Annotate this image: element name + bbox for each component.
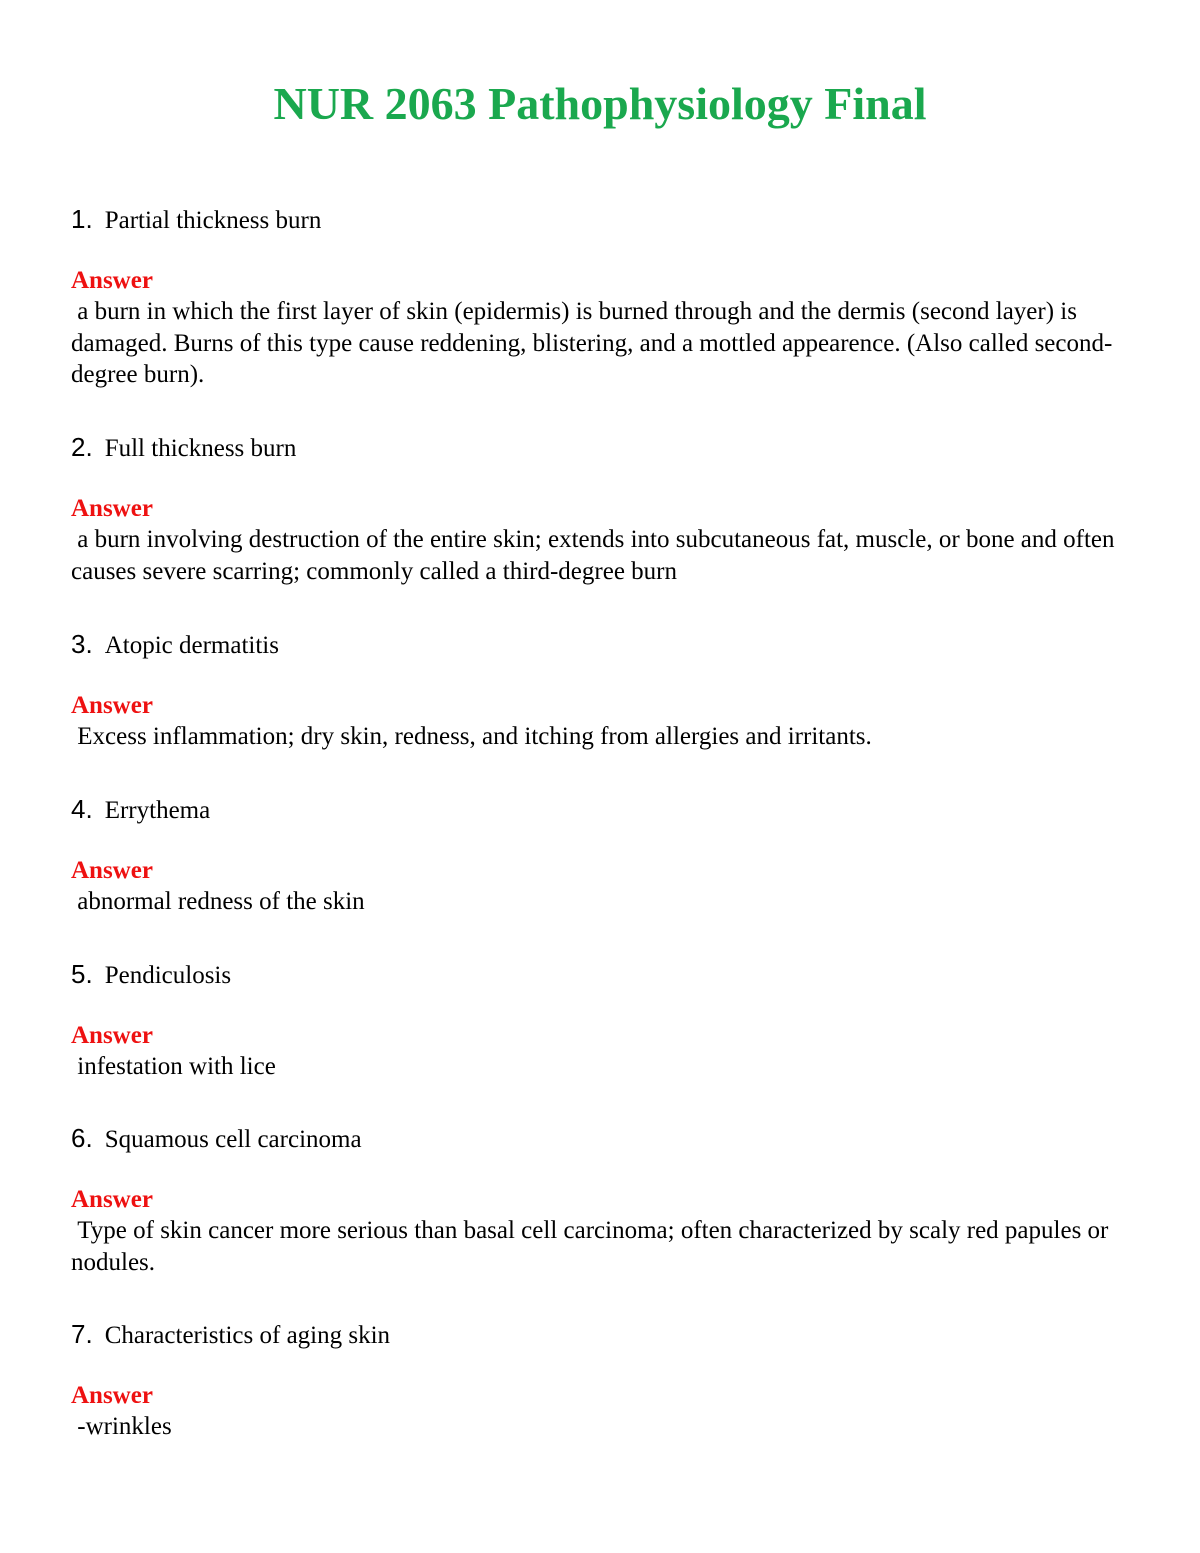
answer-label: Answer — [71, 1022, 153, 1049]
question-text: Pendiculosis — [104, 962, 232, 989]
answer-text: Type of skin cancer more serious than basal cell carcinoma; often characterized by scaly red papules or nodules. — [71, 1217, 1115, 1276]
answer-text: abnormal redness of the skin — [71, 888, 365, 915]
question-number: 1 — [71, 204, 86, 234]
question-number-dot: . — [85, 204, 93, 234]
question-number-dot: . — [85, 432, 93, 462]
answer-text: -wrinkles — [71, 1413, 172, 1440]
qa-item-4 — [71, 792, 1131, 918]
question-number-dot: . — [85, 1123, 93, 1153]
question — [71, 957, 1131, 991]
question-text: Partial thickness burn — [104, 207, 322, 234]
question-number-dot: . — [85, 794, 93, 824]
question-number: 4 — [71, 794, 86, 824]
question-number: 7 — [71, 1319, 86, 1349]
question — [71, 202, 1131, 236]
question — [71, 627, 1131, 661]
answer-label: Answer — [71, 267, 153, 294]
qa-item-5 — [71, 957, 1131, 1083]
answer-text: a burn in which the first layer of skin (epidermis) is burned through and the dermis (second layer) is damaged. Burns of this type cause reddening, blistering, and a mottled appearence. (Also called second-degree burn). — [71, 298, 1113, 388]
answer-label: Answer — [71, 857, 153, 884]
qa-item-7 — [71, 1317, 1131, 1443]
answer-label: Answer — [71, 1382, 153, 1409]
question-text: Errythema — [104, 797, 211, 824]
qa-item-2 — [71, 430, 1131, 587]
question-number-dot: . — [85, 629, 93, 659]
question — [71, 1317, 1131, 1351]
question — [71, 1121, 1131, 1155]
question-number-dot: . — [85, 959, 93, 989]
qa-item-6 — [71, 1121, 1131, 1278]
question-text: Atopic dermatitis — [104, 632, 279, 659]
question-text: Characteristics of aging skin — [104, 1322, 391, 1349]
question-number-dot: . — [85, 1319, 93, 1349]
qa-item-3 — [71, 627, 1131, 753]
question — [71, 430, 1131, 464]
question-text: Squamous cell carcinoma — [104, 1126, 362, 1153]
question-number: 2 — [71, 432, 86, 462]
question-number: 5 — [71, 959, 86, 989]
question-number: 6 — [71, 1123, 86, 1153]
answer-label: Answer — [71, 1186, 153, 1213]
question-text: Full thickness burn — [104, 435, 297, 462]
answer-text: Excess inflammation; dry skin, redness, and itching from allergies and irritants. — [71, 723, 872, 750]
qa-item-1 — [71, 202, 1131, 391]
question-number: 3 — [71, 629, 86, 659]
page-title: NUR 2063 Pathophysiology Final — [273, 78, 927, 129]
answer-label: Answer — [71, 495, 153, 522]
answer-label: Answer — [71, 692, 153, 719]
answer-text: infestation with lice — [71, 1053, 276, 1080]
question — [71, 792, 1131, 826]
answer-text: a burn involving destruction of the entire skin; extends into subcutaneous fat, muscle, or bone and often causes severe scarring; commonly called a third-degree burn — [71, 526, 1121, 585]
